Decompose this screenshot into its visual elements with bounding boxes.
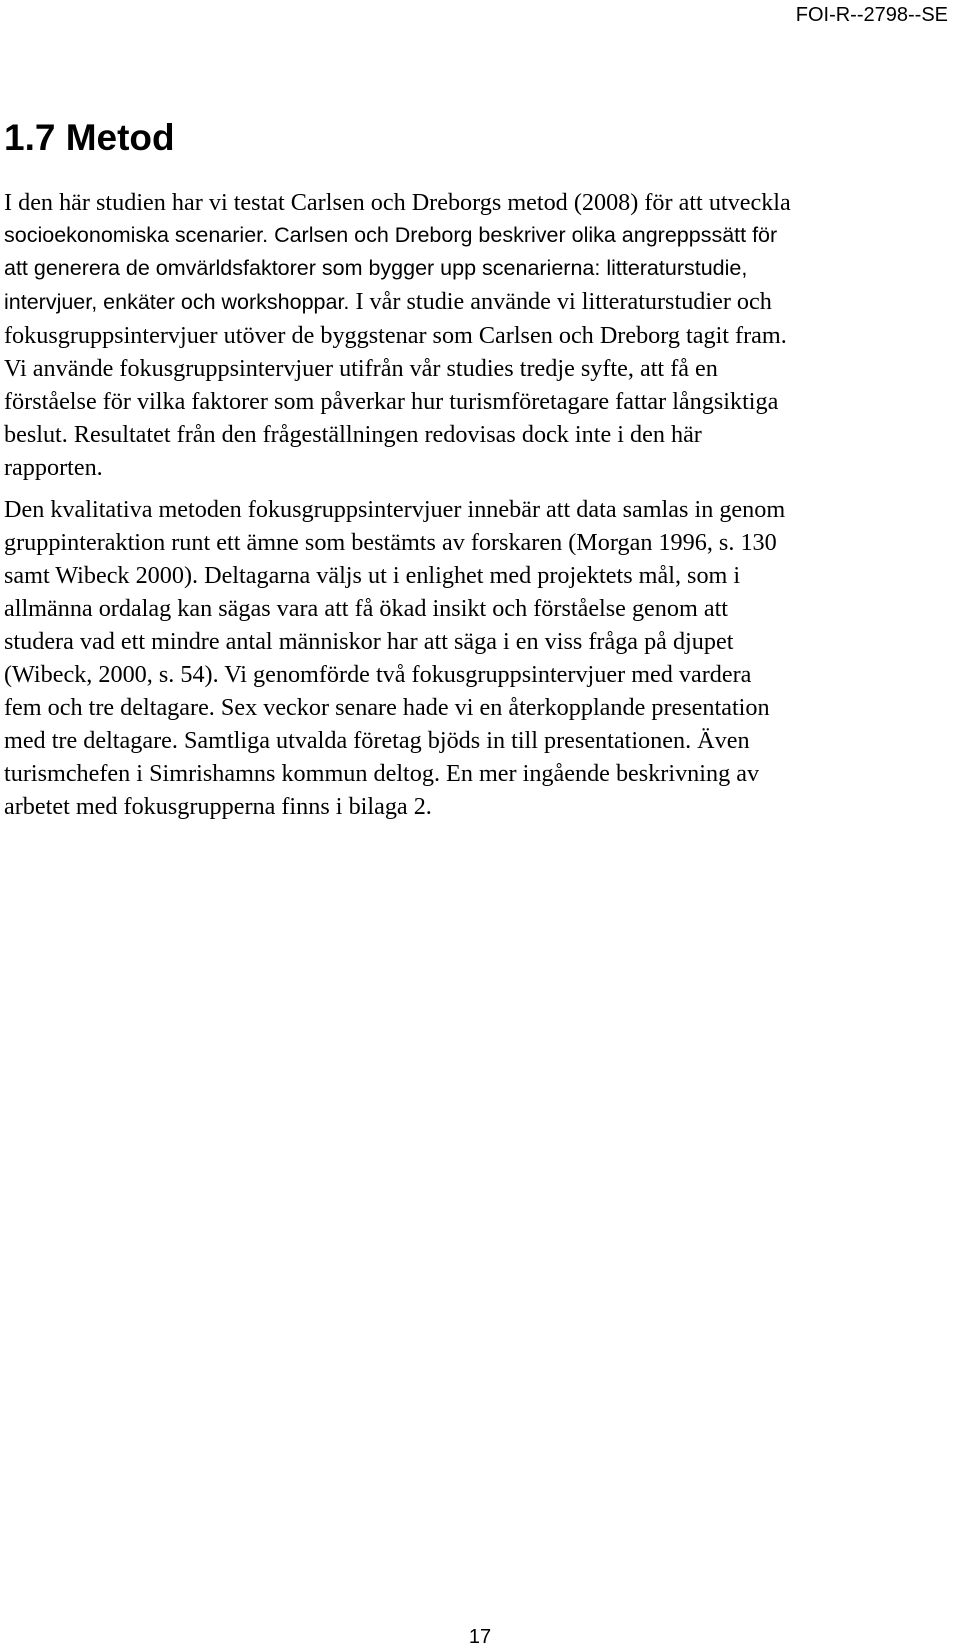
- text-line: socioekonomiska scenarier. Carlsen och Dreborg beskriver olika angreppssätt för: [4, 223, 778, 247]
- text-line: gruppinteraktion runt ett ämne som bestämts av forskaren (Morgan 1996, s. 130: [4, 529, 777, 556]
- text-line: [4, 285, 952, 319]
- paragraph-focus-groups: [4, 493, 952, 823]
- text-segment: I vår studie använde vi litteraturstudier och: [349, 288, 772, 315]
- text-line: I den här studien har vi testat Carlsen och Dreborgs metod (2008) för att utveckla: [4, 189, 791, 216]
- section-heading: 1.7 Metod: [4, 117, 175, 158]
- text-line: rapporten.: [4, 454, 103, 481]
- text-line: Vi använde fokusgruppsintervjuer utifrån vår studies tredje syfte, att få en: [4, 355, 718, 382]
- text-line: arbetet med fokusgrupperna finns i bilaga 2.: [4, 793, 432, 820]
- text-line: att generera de omvärldsfaktorer som bygger upp scenarierna: litteraturstudie,: [4, 256, 748, 280]
- document-id: FOI-R--2798--SE: [795, 4, 948, 26]
- text-line: fem och tre deltagare. Sex veckor senare hade vi en återkopplande presentation: [4, 694, 770, 721]
- text-line: förståelse för vilka faktorer som påverkar hur turismföretagare fattar långsiktiga: [4, 388, 779, 415]
- page-number: 17: [468, 1626, 492, 1648]
- text-line: turismchefen i Simrishamns kommun deltog. En mer ingående beskrivning av: [4, 760, 760, 787]
- text-line: studera vad ett mindre antal människor har att säga i en viss fråga på djupet: [4, 628, 734, 655]
- text-line: med tre deltagare. Samtliga utvalda företag bjöds in till presentationen. Även: [4, 727, 750, 754]
- text-line: fokusgruppsintervjuer utöver de byggstenar som Carlsen och Dreborg tagit fram.: [4, 322, 787, 349]
- text-line: (Wibeck, 2000, s. 54). Vi genomförde två fokusgruppsintervjuer med vardera: [4, 661, 752, 688]
- body-text: [4, 186, 952, 823]
- text-line: samt Wibeck 2000). Deltagarna väljs ut i enlighet med projektets mål, som i: [4, 562, 741, 589]
- paragraph-method-intro: [4, 186, 952, 484]
- text-segment: intervjuer, enkäter och workshoppar.: [4, 290, 350, 314]
- text-line: beslut. Resultatet från den frågeställningen redovisas dock inte i den här: [4, 421, 702, 448]
- text-line: Den kvalitativa metoden fokusgruppsintervjuer innebär att data samlas in genom: [4, 496, 786, 523]
- text-line: allmänna ordalag kan sägas vara att få ökad insikt och förståelse genom att: [4, 595, 729, 622]
